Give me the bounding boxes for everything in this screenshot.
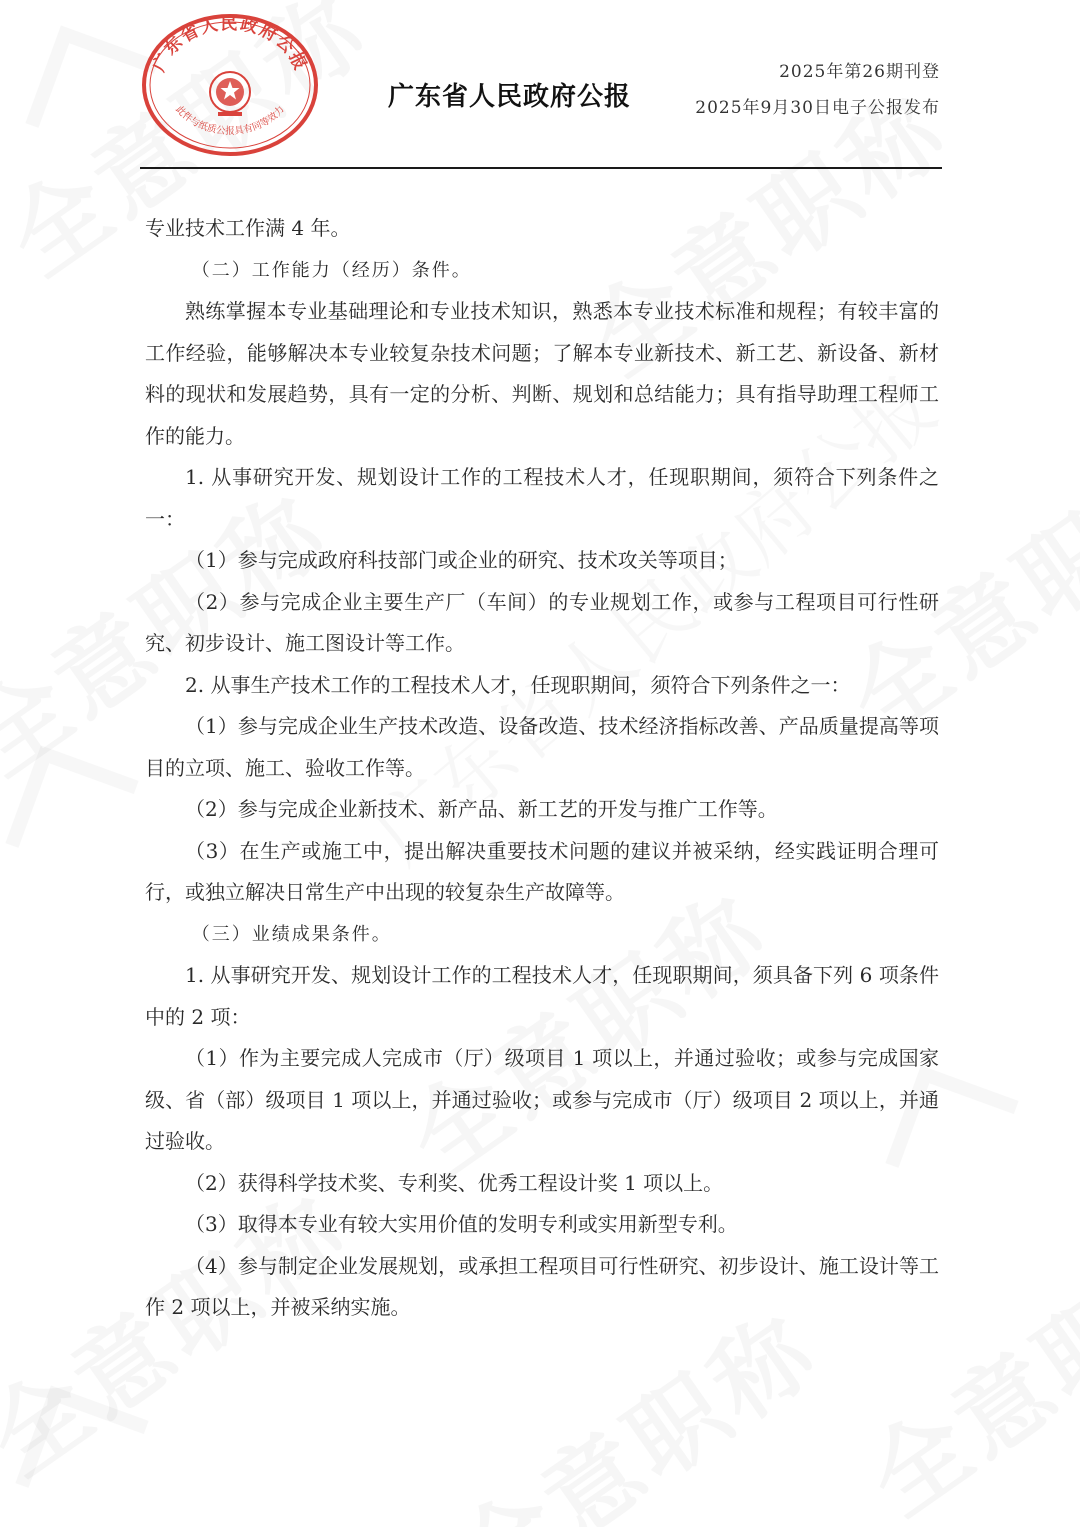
list-item: （1）作为主要完成人完成市（厅）级项目 1 项以上，并通过验收；或参与完成国家级、省（部）级项目 1 项以上，并通过验收；或参与完成市（厅）级项目 2 项以上，并通过验收。 [145,1046,939,1153]
header-divider [140,167,942,169]
list-item: （2）获得科学技术奖、专利奖、优秀工程设计奖 1 项以上。 [185,1170,724,1195]
paragraph: 熟练掌握本专业基础理论和专业技术知识，熟悉本专业技术标准和规程；有较丰富的工作经验，能够解决本专业较复杂技术问题；了解本专业新技术、新工艺、新设备、新材料的现状和发展趋势，具有一定的分析、判断、规划和总结能力；具有指导助理工程师工作的能力。 [145,299,939,448]
publish-date: 2025年9月30日电子公报发布 [695,98,940,118]
watermark-arrow-icon [5,745,138,878]
issue-number: 2025年第26期刊登 [779,62,940,82]
list-item: （1）参与完成政府科技部门或企业的研究、技术攻关等项目； [185,548,738,572]
seal-bottom-text: 此件与纸质公报具有同等效力 [173,103,287,137]
list-item: （1）参与完成企业生产技术改造、设备改造、技术经济指标改善、产品质量提高等项目的立项、施工、验收工作等。 [145,714,939,780]
list-item: （2）参与完成企业主要生产厂（车间）的专业规划工作，或参与工程项目可行性研究、初步设计、施工图设计等工作。 [145,589,939,655]
official-seal-icon [140,12,320,158]
seal-arc-text: 广东省人民政府公报 [149,14,311,75]
watermark-arrow-icon [15,1385,148,1518]
paragraph: 1. 从事研究开发、规划设计工作的工程技术人才，任现职期间，须具备下列 6 项条件中的 2 项： [145,963,939,1029]
section-heading: （二）工作能力（经历）条件。 [191,259,472,281]
paragraph: 2. 从事生产技术工作的工程技术人才，任现职期间，须符合下列条件之一： [185,672,851,697]
gazette-title: 广东省人民政府公报 [388,82,632,112]
paragraph: 1. 从事研究开发、规划设计工作的工程技术人才，任现职期间，须符合下列条件之一： [145,465,939,531]
paragraph: 专业技术工作满 4 年。 [145,216,351,240]
section-heading: （三）业绩成果条件。 [191,923,392,945]
list-item: （3）在生产或施工中，提出解决重要技术问题的建议并被采纳，经实践证明合理可行，或独立解决日常生产中出现的较复杂生产故障等。 [145,838,939,904]
watermark-arrow-icon [25,25,158,158]
svg-text:此件与纸质公报具有同等效力 [173,103,286,137]
gazette-header [140,0,942,170]
issue-info [695,64,940,136]
list-item: （3）取得本专业有较大实用价值的发明专利或实用新型专利。 [185,1212,738,1236]
list-item: （2）参与完成企业新技术、新产品、新工艺的开发与推广工作等。 [185,797,778,821]
document-body [145,208,939,1329]
svg-text:广东省人民政府公报 [148,13,311,75]
list-item: （4）参与制定企业发展规划，或承担工程项目可行性研究、初步设计、施工设计等工作 2 项以上，并被采纳实施。 [145,1253,939,1319]
